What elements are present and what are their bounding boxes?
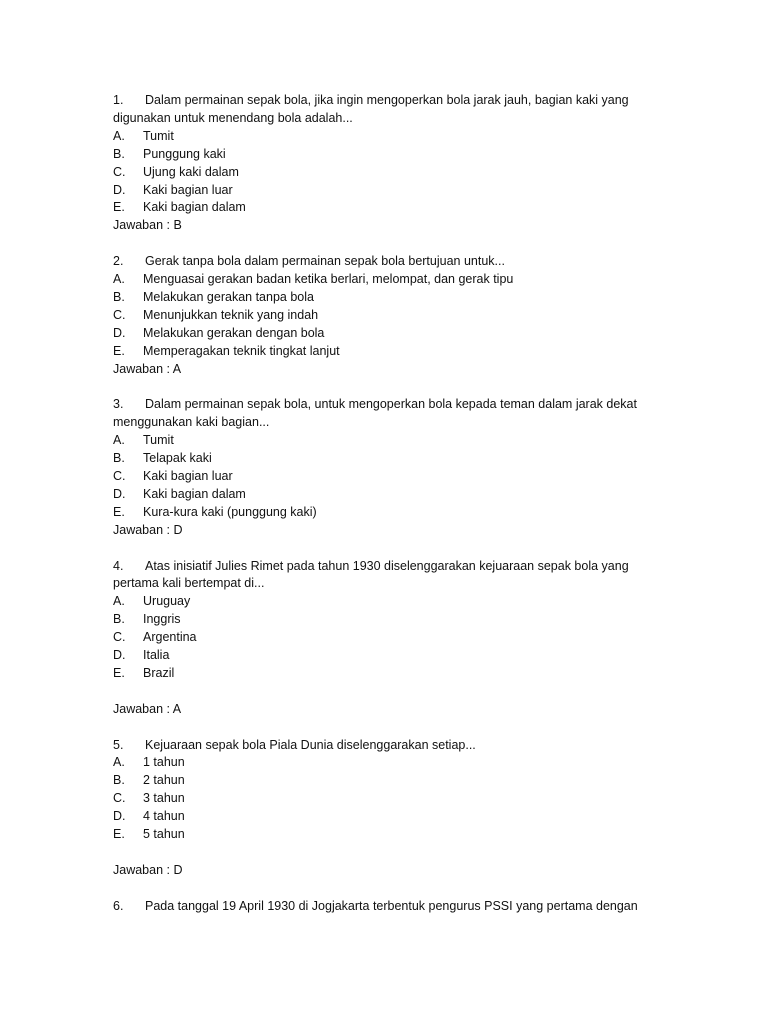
option-letter: A. (113, 594, 125, 609)
option-e (113, 504, 673, 522)
question-text: Atas inisiatif Julies Rimet pada tahun 1930 diselenggarakan kejuaraan sepak bola yang (145, 558, 629, 573)
option-letter: E. (113, 827, 125, 842)
option-d (113, 647, 673, 665)
answer-key: Jawaban : A (113, 361, 182, 376)
question-text-continued: digunakan untuk menendang bola adalah... (113, 110, 353, 125)
option-text: 2 tahun (143, 773, 185, 788)
answer-key: Jawaban : D (113, 522, 183, 537)
option-text: Tumit (143, 128, 174, 143)
option-c (113, 164, 673, 182)
option-a (113, 432, 673, 450)
option-text: Ujung kaki dalam (143, 164, 239, 179)
option-e (113, 826, 673, 844)
question-stem (113, 737, 673, 755)
answer-key: Jawaban : B (113, 218, 182, 233)
option-d (113, 808, 673, 826)
option-text: Kaki bagian dalam (143, 200, 246, 215)
question-text: Dalam permainan sepak bola, jika ingin mengoperkan bola jarak jauh, bagian kaki yang (145, 93, 629, 107)
question-number: 5. (113, 737, 124, 752)
question-text: Kejuaraan sepak bola Piala Dunia diselenggarakan setiap... (145, 737, 476, 752)
option-text: Italia (143, 648, 170, 663)
option-letter: B. (113, 146, 125, 161)
option-e (113, 665, 673, 683)
question-4 (113, 558, 673, 719)
option-a (113, 593, 673, 611)
option-text: Brazil (143, 665, 175, 680)
option-text: 1 tahun (143, 755, 185, 770)
document-page (113, 92, 673, 933)
option-letter: A. (113, 128, 125, 143)
question-number: 4. (113, 558, 124, 573)
option-letter: C. (113, 469, 126, 483)
option-letter: B. (113, 451, 125, 466)
option-letter: C. (113, 164, 126, 179)
option-c (113, 790, 673, 808)
option-a (113, 754, 673, 772)
option-letter: D. (113, 182, 126, 197)
option-text: Uruguay (143, 594, 191, 609)
option-text: Argentina (143, 630, 197, 645)
option-letter: E. (113, 504, 125, 519)
option-text: Kaki bagian dalam (143, 486, 246, 501)
option-text: Tumit (143, 433, 174, 448)
option-e (113, 199, 673, 217)
option-letter: D. (113, 648, 126, 663)
question-text: Gerak tanpa bola dalam permainan sepak bola bertujuan untuk... (145, 254, 505, 269)
question-2 (113, 253, 673, 378)
option-letter: C. (113, 791, 126, 806)
option-b (113, 772, 673, 790)
question-stem (113, 898, 673, 916)
option-text: Inggris (143, 612, 181, 627)
option-text: 4 tahun (143, 809, 185, 824)
option-text: Telapak kaki (143, 451, 212, 466)
option-text: Melakukan gerakan dengan bola (143, 325, 325, 340)
option-d (113, 325, 673, 343)
option-b (113, 611, 673, 629)
option-c (113, 307, 673, 325)
option-letter: B. (113, 289, 125, 304)
question-text: Dalam permainan sepak bola, untuk mengoperkan bola kepada teman dalam jarak dekat (145, 397, 637, 412)
option-letter: E. (113, 343, 125, 358)
question-number: 6. (113, 898, 124, 913)
option-text: Menguasai gerakan badan ketika berlari, melompat, dan gerak tipu (143, 272, 514, 287)
option-letter: D. (113, 809, 126, 824)
question-stem (113, 253, 673, 271)
question-text-continued: pertama kali bertempat di... (113, 576, 265, 591)
question-stem (113, 92, 673, 128)
question-text: Pada tanggal 19 April 1930 di Jogjakarta terbentuk pengurus PSSI yang pertama dengan (145, 898, 638, 913)
option-text: Memperagakan teknik tingkat lanjut (143, 343, 340, 358)
option-c (113, 468, 673, 486)
answer-key: Jawaban : D (113, 862, 183, 877)
question-6 (113, 898, 673, 916)
question-3 (113, 396, 673, 539)
option-text: 3 tahun (143, 791, 185, 806)
option-letter: D. (113, 486, 126, 501)
option-a (113, 128, 673, 146)
option-text: Kura-kura kaki (punggung kaki) (143, 504, 317, 519)
question-5 (113, 737, 673, 880)
option-c (113, 629, 673, 647)
question-number: 3. (113, 397, 124, 412)
option-letter: C. (113, 630, 126, 645)
option-letter: A. (113, 272, 125, 287)
option-text: Melakukan gerakan tanpa bola (143, 289, 314, 304)
question-1 (113, 92, 673, 235)
question-stem (113, 558, 673, 594)
option-text: Kaki bagian luar (143, 469, 233, 483)
question-number: 1. (113, 93, 124, 107)
option-letter: E. (113, 200, 125, 215)
option-d (113, 182, 673, 200)
option-e (113, 343, 673, 361)
question-stem (113, 396, 673, 432)
question-text-continued: menggunakan kaki bagian... (113, 415, 270, 430)
option-text: 5 tahun (143, 827, 185, 842)
option-letter: D. (113, 325, 126, 340)
option-d (113, 486, 673, 504)
option-letter: B. (113, 773, 125, 788)
option-text: Menunjukkan teknik yang indah (143, 307, 319, 322)
option-b (113, 289, 673, 307)
option-letter: A. (113, 755, 125, 770)
option-a (113, 271, 673, 289)
option-text: Punggung kaki (143, 146, 226, 161)
option-letter: E. (113, 665, 125, 680)
option-letter: C. (113, 307, 126, 322)
option-text: Kaki bagian luar (143, 182, 233, 197)
question-number: 2. (113, 254, 124, 269)
option-b (113, 450, 673, 468)
option-letter: A. (113, 433, 125, 448)
option-b (113, 146, 673, 164)
answer-key: Jawaban : A (113, 701, 182, 716)
option-letter: B. (113, 612, 125, 627)
